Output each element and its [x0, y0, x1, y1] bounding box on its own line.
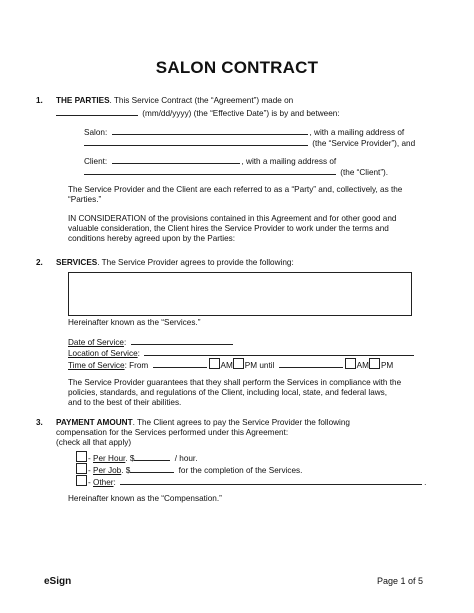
payment-line-1: [56, 418, 350, 428]
per-hour-dollar: . $: [125, 454, 135, 463]
start-am-label: AM: [220, 361, 233, 370]
time-of-service-row: [68, 358, 393, 371]
salon-mailing-text: , with a mailing address of: [309, 128, 405, 137]
date-of-service-row: Date of Service:: [68, 336, 235, 348]
services-known-as: Hereinafter known as the “Services.”: [68, 318, 201, 327]
per-hour-label: Per Hour: [93, 454, 126, 463]
payment-line-2: compensation for the Services performed under this Agreement:: [56, 428, 289, 437]
per-job-amount-field[interactable]: [130, 464, 174, 473]
per-hour-tail: / hour.: [174, 454, 198, 463]
services-intro: . The Service Provider agrees to provide the following:: [97, 258, 294, 267]
document-title: SALON CONTRACT: [155, 58, 319, 77]
guarantee-line-1: The Service Provider guarantees that they shall perform the Services in compliance with the: [68, 378, 402, 387]
parties-heading: THE PARTIES: [56, 96, 110, 105]
other-compensation-field[interactable]: [120, 476, 422, 485]
per-hour-dash: -: [88, 454, 91, 463]
location-of-service-field[interactable]: [144, 347, 414, 356]
per-hour-checkbox[interactable]: [76, 451, 87, 462]
guarantee-line-2: policies, standards, and regulations of the Client, including local, state, and federal laws,: [68, 388, 388, 397]
end-am-label: AM: [356, 361, 369, 370]
services-line: [56, 258, 294, 268]
location-of-service-label: Location of Service: [68, 349, 138, 358]
payment-intro: . The Client agrees to pay the Service Provider the following: [132, 418, 350, 427]
location-of-service-row: Location of Service:: [68, 347, 416, 359]
esign-logo: eSign: [44, 576, 72, 587]
client-address-field[interactable]: [84, 166, 336, 175]
other-label: Other: [93, 478, 114, 487]
page-number: Page 1 of 5: [377, 576, 424, 586]
consideration-line-1: IN CONSIDERATION of the provisions contained in this Agreement and for other good and: [68, 214, 397, 223]
guarantee-line-3: and to the best of their abilities.: [68, 398, 182, 407]
other-checkbox[interactable]: [76, 475, 87, 486]
time-of-service-label: Time of Service: [68, 361, 125, 370]
payment-line-3: (check all that apply): [56, 438, 132, 447]
services-heading: SERVICES: [56, 258, 98, 267]
start-time-field[interactable]: [153, 359, 207, 368]
end-am-checkbox[interactable]: [345, 358, 356, 369]
client-mailing-text: , with a mailing address of: [241, 157, 337, 166]
client-label: Client:: [84, 157, 108, 166]
client-name-field[interactable]: [112, 155, 240, 164]
compensation-known-as: Hereinafter known as the “Compensation.”: [68, 494, 222, 503]
consideration-line-3: conditions hereby agreed upon by the Parties:: [68, 234, 236, 243]
effective-date-field[interactable]: [56, 107, 138, 116]
salon-label: Salon:: [84, 128, 108, 137]
end-time-field[interactable]: [279, 359, 343, 368]
per-job-tail: for the completion of the Services.: [178, 466, 303, 475]
other-colon: :: [113, 478, 116, 487]
date-of-service-field[interactable]: [131, 336, 233, 345]
start-pm-checkbox[interactable]: [233, 358, 244, 369]
parties-line-1: [56, 96, 293, 106]
client-tag: (the “Client”).: [340, 168, 389, 177]
date-of-service-label: Date of Service: [68, 338, 124, 347]
salon-address-field[interactable]: [84, 137, 308, 146]
per-hour-amount-field[interactable]: [134, 452, 170, 461]
per-job-label: Per Job: [93, 466, 122, 475]
end-pm-label: PM: [380, 361, 394, 370]
start-am-checkbox[interactable]: [209, 358, 220, 369]
payment-heading: PAYMENT AMOUNT: [56, 418, 133, 427]
salon-address-row: [84, 137, 415, 149]
client-address-row: [84, 166, 388, 178]
per-job-dash: -: [88, 466, 91, 475]
consideration-line-2: valuable consideration, the Client hires the Service Provider to work under the terms and: [68, 224, 389, 233]
effective-date-text: (mm/dd/yyyy) (the “Effective Date”) is by and between:: [142, 109, 340, 118]
other-row: [76, 475, 426, 488]
services-description-box[interactable]: [68, 272, 412, 316]
end-pm-checkbox[interactable]: [369, 358, 380, 369]
other-dash: -: [88, 478, 91, 487]
per-job-checkbox[interactable]: [76, 463, 87, 474]
section-1-number: 1.: [36, 96, 43, 105]
parties-paragraph-line-2: “Parties.”: [68, 195, 102, 204]
parties-intro: . This Service Contract (the “Agreement”) made on: [109, 96, 294, 105]
other-tail: .: [424, 478, 427, 487]
per-job-dollar: . $: [121, 466, 131, 475]
salon-name-field[interactable]: [112, 126, 308, 135]
parties-paragraph-line-1: The Service Provider and the Client are each referred to as a “Party” and, collectively, as the: [68, 185, 403, 194]
service-provider-tag: (the “Service Provider”), and: [312, 139, 416, 148]
parties-line-2: [56, 107, 340, 119]
time-until-text: until: [259, 361, 275, 370]
section-2-number: 2.: [36, 258, 43, 267]
section-3-number: 3.: [36, 418, 43, 427]
time-from-text: : From: [124, 361, 149, 370]
start-pm-label: PM: [244, 361, 258, 370]
